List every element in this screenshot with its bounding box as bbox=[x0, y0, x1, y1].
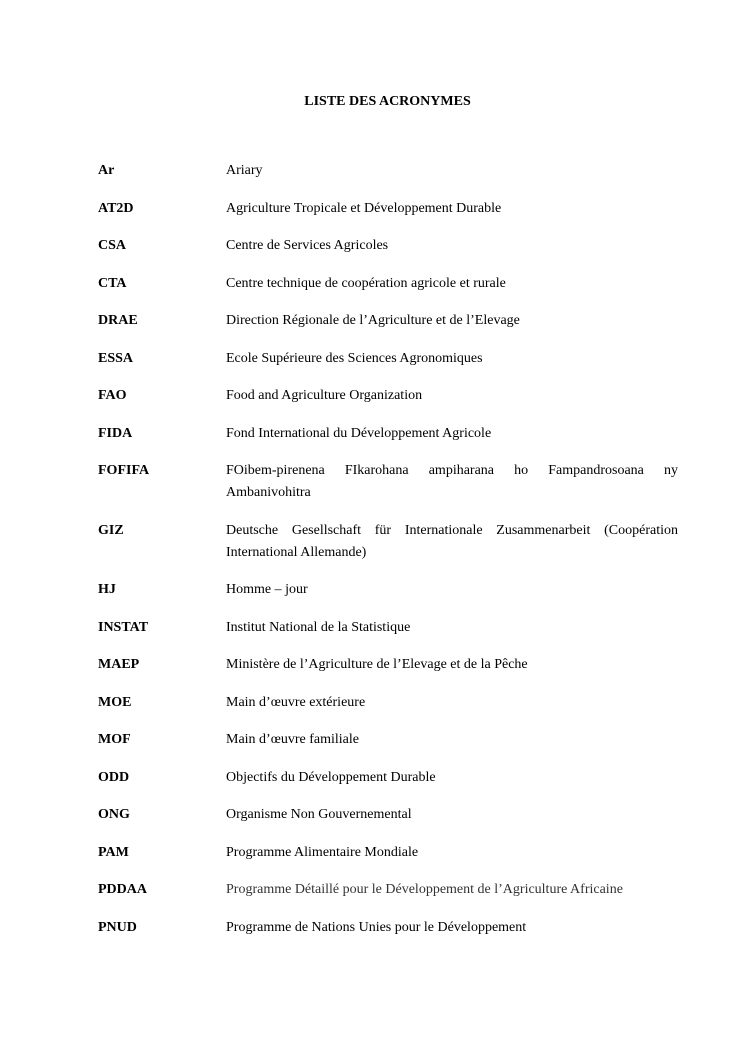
list-item bbox=[98, 879, 678, 901]
acronym: PNUD bbox=[98, 919, 137, 935]
list-item bbox=[98, 160, 678, 182]
acronym: MOF bbox=[98, 732, 131, 747]
acronym-definition: Direction Régionale de l’Agriculture et de l’Elevage bbox=[226, 313, 520, 328]
list-item bbox=[98, 767, 678, 789]
acronym: INSTAT bbox=[98, 619, 149, 635]
acronym: AT2D bbox=[98, 200, 134, 216]
list-item bbox=[98, 310, 678, 332]
acronym: CTA bbox=[98, 275, 127, 291]
acronym: FIDA bbox=[98, 425, 133, 441]
list-item bbox=[98, 804, 678, 826]
list-item bbox=[98, 692, 678, 714]
list-item bbox=[98, 842, 678, 864]
acronym-definition: Main d’œuvre extérieure bbox=[226, 694, 366, 710]
acronym-definition: Centre technique de coopération agricole et rurale bbox=[226, 275, 506, 291]
acronym-definition: Main d’œuvre familiale bbox=[226, 732, 359, 747]
acronym-list bbox=[98, 160, 678, 954]
list-item bbox=[98, 460, 678, 504]
acronym: FOFIFA bbox=[98, 463, 150, 478]
acronym-definition: Centre de Services Agricoles bbox=[226, 238, 389, 253]
acronym: ESSA bbox=[98, 350, 134, 366]
list-item bbox=[98, 617, 678, 639]
acronym: MOE bbox=[98, 694, 132, 710]
list-item bbox=[98, 235, 678, 257]
acronym: ONG bbox=[98, 807, 130, 822]
acronym: ODD bbox=[98, 769, 130, 785]
acronym-definition: Deutsche Gesellschaft für Internationale Zusammenarbeit (Coopération International Allemande) bbox=[226, 522, 678, 560]
list-item bbox=[98, 273, 678, 295]
acronym: CSA bbox=[98, 238, 127, 253]
list-item bbox=[98, 917, 678, 939]
acronym: MAEP bbox=[98, 657, 140, 672]
list-item bbox=[98, 729, 678, 751]
acronym: Ar bbox=[98, 163, 115, 178]
acronym-definition: Ariary bbox=[226, 163, 263, 178]
acronym-definition: Fond International du Développement Agricole bbox=[226, 425, 492, 441]
acronym-definition: Homme – jour bbox=[226, 582, 308, 597]
page-title: LISTE DES ACRONYMES bbox=[304, 94, 471, 109]
list-item bbox=[98, 423, 678, 445]
acronym: PAM bbox=[98, 844, 129, 860]
acronym: GIZ bbox=[98, 522, 124, 538]
acronym-definition: Objectifs du Développement Durable bbox=[226, 769, 436, 785]
acronym: PDDAA bbox=[98, 882, 147, 897]
acronym: HJ bbox=[98, 582, 116, 597]
list-item bbox=[98, 198, 678, 220]
acronym: FAO bbox=[98, 388, 127, 403]
acronym-definition: Programme Alimentaire Mondiale bbox=[226, 844, 419, 860]
list-item bbox=[98, 579, 678, 601]
acronym: DRAE bbox=[98, 313, 138, 328]
list-item bbox=[98, 520, 678, 564]
acronym-definition: FOibem-pirenena FIkarohana ampiharana ho Fampandrosoana ny Ambanivohitra bbox=[226, 463, 678, 500]
acronym-definition: Programme Détaillé pour le Développement de l’Agriculture Africaine bbox=[226, 882, 623, 897]
acronym-definition: Institut National de la Statistique bbox=[226, 619, 411, 635]
list-item bbox=[98, 348, 678, 370]
acronym-definition: Ecole Supérieure des Sciences Agronomiques bbox=[226, 350, 483, 366]
list-item bbox=[98, 654, 678, 676]
acronym-definition: Ministère de l’Agriculture de l’Elevage et de la Pêche bbox=[226, 657, 528, 672]
list-item bbox=[98, 385, 678, 407]
acronym-definition: Programme de Nations Unies pour le Développement bbox=[226, 919, 527, 935]
acronym-definition: Food and Agriculture Organization bbox=[226, 388, 423, 403]
acronym-definition: Agriculture Tropicale et Développement Durable bbox=[226, 200, 502, 216]
acronym-definition: Organisme Non Gouvernemental bbox=[226, 807, 412, 822]
